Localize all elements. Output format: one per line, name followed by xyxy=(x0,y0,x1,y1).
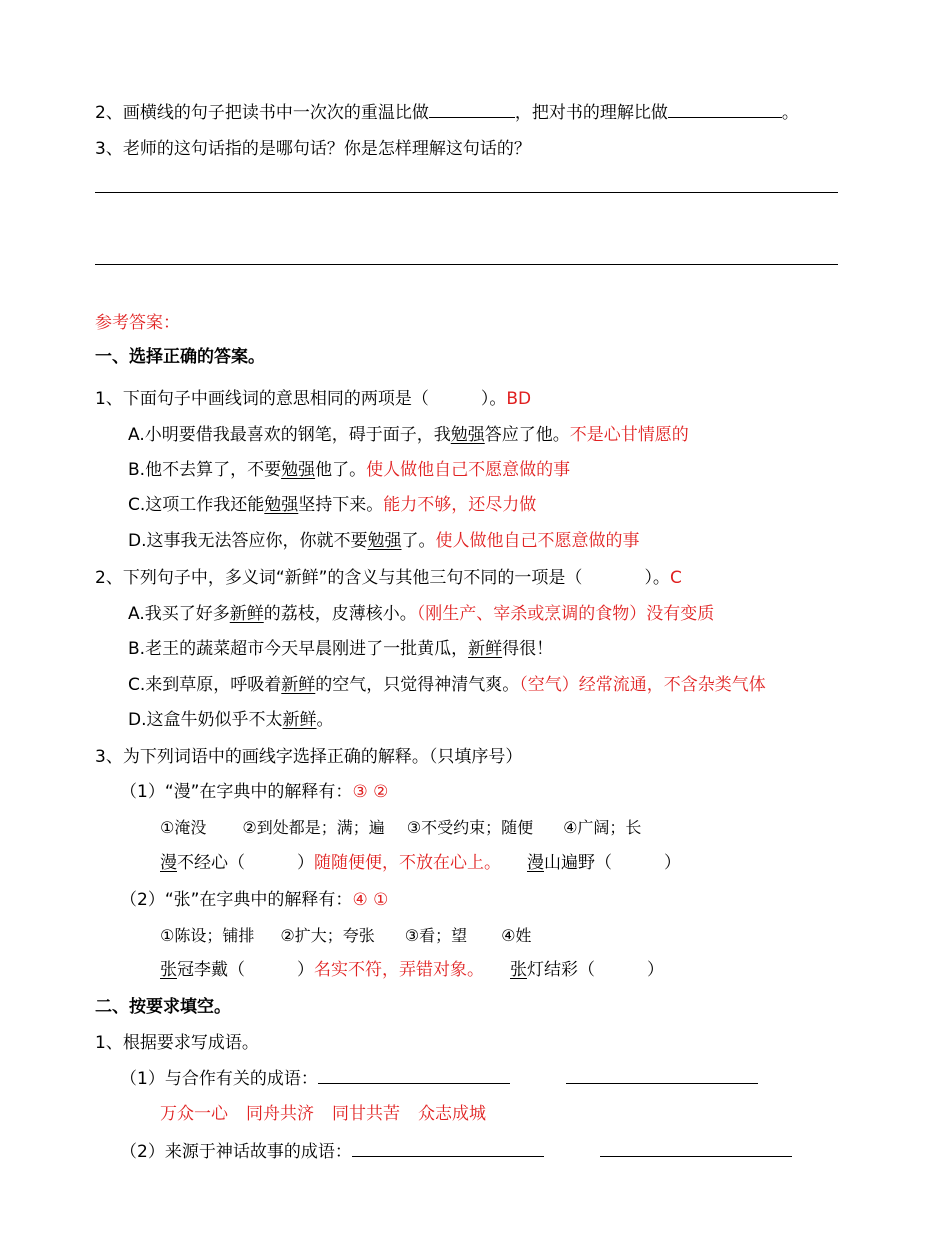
option-c xyxy=(128,493,536,517)
part-label-text: （1）与合作有关的成语： xyxy=(120,1069,318,1089)
idiom-answer: 同甘共苦 xyxy=(332,1104,400,1124)
option-text: C.这项工作我还能 xyxy=(128,495,265,515)
word-text: ） xyxy=(297,960,314,980)
underlined-char: 漫 xyxy=(160,853,177,873)
word-text: ） xyxy=(664,853,681,873)
definition-option: ①陈设；铺排 xyxy=(160,926,255,945)
underlined-word: 新鲜 xyxy=(468,639,503,659)
answer-blank[interactable] xyxy=(566,1067,758,1084)
question-text: 1、下面句子中画线词的意思相同的两项是（ xyxy=(95,389,429,409)
option-text: D.这盒牛奶似乎不太 xyxy=(128,710,283,730)
question-3: 3、老师的这句话指的是哪句话？你是怎样理解这句话的？ xyxy=(95,139,531,159)
word-text: ） xyxy=(297,853,314,873)
idiom-answer: 众志成城 xyxy=(418,1104,486,1124)
s1-question-1 xyxy=(95,387,531,411)
answer-note: 能力不够，还尽力做 xyxy=(383,495,537,515)
definition-options xyxy=(160,924,531,948)
definition-option: ②扩大；夸张 xyxy=(280,926,375,945)
s1-question-3: 3、为下列词语中的画线字选择正确的解释。（只填序号） xyxy=(95,747,523,767)
section-2-title: 二、按要求填空。 xyxy=(95,997,231,1017)
word-text: 冠李戴（ xyxy=(177,960,245,980)
word-row xyxy=(160,958,664,982)
underlined-char: 张 xyxy=(160,960,177,980)
s1-question-2 xyxy=(95,566,682,590)
underlined-word: 新鲜 xyxy=(282,710,317,730)
part-label-text: （2）来源于神话故事的成语： xyxy=(120,1142,352,1162)
idiom-answer: 同舟共济 xyxy=(246,1104,314,1124)
reference-answer-heading: 参考答案： xyxy=(95,313,180,333)
answer-text: C xyxy=(669,568,682,588)
definition-option: ④姓 xyxy=(501,926,532,945)
s2-part-2 xyxy=(120,1140,792,1164)
word-text: 灯结彩（ xyxy=(527,960,595,980)
option-text: 坚持下来。 xyxy=(298,495,384,515)
option-text: 答应了他。 xyxy=(484,425,570,445)
answer-blank[interactable] xyxy=(318,1067,510,1084)
option-text: C.来到草原，呼吸着 xyxy=(128,675,282,695)
option-b xyxy=(128,458,570,482)
option-d xyxy=(128,529,640,553)
question-text: ）。 xyxy=(644,568,670,588)
part-label-text: （1）“漫”在字典中的解释有： xyxy=(120,782,353,802)
underlined-char: 张 xyxy=(510,960,527,980)
section-1-title: 一、选择正确的答案。 xyxy=(95,347,265,367)
question-text: 2、下列句子中，多义词“新鲜”的含义与其他三句不同的一项是（ xyxy=(95,568,583,588)
part-label-text: （2）“张”在字典中的解释有： xyxy=(120,890,353,910)
answer-text: BD xyxy=(506,389,532,409)
word-row xyxy=(160,851,681,875)
s2-part-1 xyxy=(120,1067,758,1091)
underlined-word: 新鲜 xyxy=(229,604,264,624)
option-text: B.他不去算了，不要 xyxy=(128,460,282,480)
answer-blank[interactable] xyxy=(352,1140,544,1157)
option-a xyxy=(128,602,714,626)
question-text: ，把对书的理解比做 xyxy=(514,103,668,123)
answer-blank[interactable] xyxy=(600,1140,792,1157)
option-text: 的荔枝，皮薄核小。 xyxy=(263,604,417,624)
word-text: 山遍野（ xyxy=(544,853,612,873)
option-text: 他了。 xyxy=(315,460,367,480)
definition-option: ③看；望 xyxy=(404,926,468,945)
answer-note: （刚生产、宰杀或烹调的食物）没有变质 xyxy=(416,604,715,624)
question-2 xyxy=(95,101,799,125)
answer-blank[interactable] xyxy=(668,101,782,118)
underlined-word: 新鲜 xyxy=(281,675,316,695)
option-text: B.老王的蔬菜超市今天早晨刚进了一批黄瓜， xyxy=(128,639,469,659)
underlined-word: 勉强 xyxy=(281,460,316,480)
question-text: ）。 xyxy=(480,389,507,409)
underlined-word: 勉强 xyxy=(367,531,402,551)
question-text: 。 xyxy=(781,103,799,123)
option-a xyxy=(128,423,689,447)
answer-blank[interactable] xyxy=(429,101,515,118)
underlined-word: 勉强 xyxy=(264,495,299,515)
part-2-label xyxy=(120,888,388,912)
definition-option: ②到处都是；满；遍 xyxy=(242,818,385,837)
answer-line[interactable] xyxy=(95,264,838,265)
idiom-answer: 万众一心 xyxy=(160,1104,228,1124)
option-text: 了。 xyxy=(401,531,436,551)
definition-option: ①淹没 xyxy=(160,818,207,837)
option-d xyxy=(128,708,334,732)
question-number: 2、 xyxy=(95,103,123,123)
answer-note: 随随便便，不放在心上。 xyxy=(314,853,501,873)
answer-note: 不是心甘情愿的 xyxy=(569,425,689,445)
definition-option: ③不受约束；随便 xyxy=(406,818,534,837)
answer-note: 使人做他自己不愿意做的事 xyxy=(435,531,640,551)
answer-note: 使人做他自己不愿意做的事 xyxy=(366,460,571,480)
word-text: 不经心（ xyxy=(177,853,245,873)
option-b xyxy=(128,637,553,661)
definition-options xyxy=(160,816,641,840)
option-text: A.我买了好多 xyxy=(128,604,230,624)
question-text: 画横线的句子把读书中一次次的重温比做 xyxy=(122,103,429,123)
option-text: 的空气，只觉得神清气爽。 xyxy=(315,675,520,695)
answer-note: 名实不符，弄错对象。 xyxy=(314,960,484,980)
option-text: 。 xyxy=(316,710,334,730)
option-text: 得很！ xyxy=(502,639,554,659)
answer-note: （空气）经常流通，不含杂类气体 xyxy=(519,675,766,695)
definition-option: ④广阔；长 xyxy=(563,818,642,837)
answer-line[interactable] xyxy=(95,192,838,193)
underlined-word: 勉强 xyxy=(450,425,485,445)
word-text: ） xyxy=(647,960,664,980)
s2-question-1: 1、根据要求写成语。 xyxy=(95,1033,259,1053)
underlined-char: 漫 xyxy=(527,853,544,873)
option-c xyxy=(128,673,766,697)
part-1-label xyxy=(120,780,388,804)
answer-text: ③ ② xyxy=(352,782,389,802)
option-text: A.小明要借我最喜欢的钢笔，碍于面子，我 xyxy=(128,425,451,445)
option-text: D.这事我无法答应你，你就不要 xyxy=(128,531,368,551)
idiom-answers xyxy=(160,1102,486,1126)
answer-text: ④ ① xyxy=(352,890,389,910)
